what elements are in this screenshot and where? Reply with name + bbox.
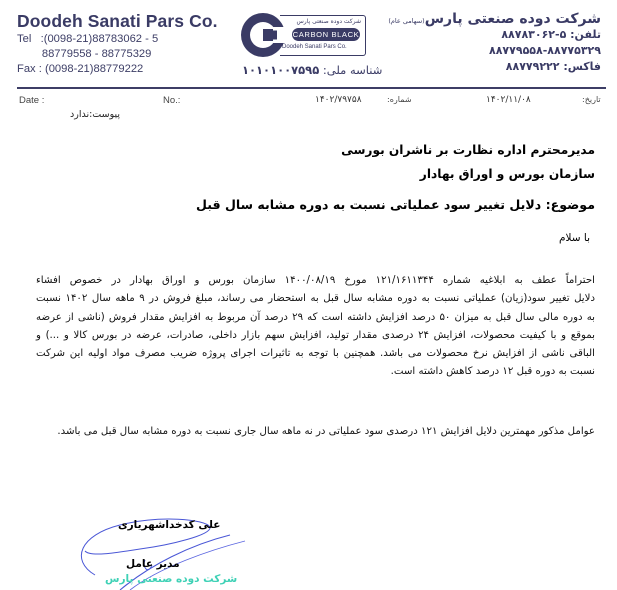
body-line: نسبت به دوره قبل ۱۲ درصد کاهش داشته است. bbox=[390, 366, 595, 378]
logo-company-name-english: Doodeh Sanati Pars Co. bbox=[282, 44, 347, 50]
company-stamp: شرکت دوده صنعتی پارس bbox=[105, 573, 238, 585]
greeting: با سلام bbox=[558, 232, 590, 244]
letterhead-persian bbox=[388, 11, 601, 75]
fax-persian: فاکس: ۸۸۷۷۹۲۲۲ bbox=[505, 60, 601, 73]
company-name-persian-text: شرکت دوده صنعتی پارس bbox=[424, 11, 601, 27]
conclusion-paragraph: عوامل مذکور مهمترین دلایل افزایش ۱۲۱ درصدی سود عملیاتی در نه ماهه سال جاری نسبت به دوره مشابه سال قبل می باشد. bbox=[57, 426, 595, 437]
company-name-persian bbox=[388, 11, 601, 27]
number-label-english: No.: bbox=[163, 95, 181, 106]
national-id-value: ۱۰۱۰۱۰۰۷۵۹۵ bbox=[242, 63, 320, 77]
date-label-persian: تاریخ: bbox=[582, 95, 601, 104]
signatory-title: مدیر عامل bbox=[126, 558, 180, 570]
addressee-line-1: مدیرمحترم اداره نظارت بر ناشران بورسی bbox=[341, 143, 595, 157]
carbon-black-badge: CARBON BLACK bbox=[292, 30, 360, 39]
addressee bbox=[341, 138, 595, 186]
letter-date-value: ۱۴۰۲/۱۱/۰۸ bbox=[486, 95, 531, 105]
company-logo bbox=[240, 12, 366, 58]
national-id bbox=[242, 63, 382, 77]
telephone-persian-2: ۸۸۷۷۹۵۵۸-۸۸۷۷۵۳۲۹ bbox=[489, 44, 601, 57]
addressee-line-2: سازمان بورس و اوراق بهادار bbox=[419, 167, 595, 181]
date-label-english: Date : bbox=[19, 95, 45, 106]
logo-company-name-farsi: شرکت دوده صنعتی پارس bbox=[296, 18, 361, 25]
number-label-persian: شماره: bbox=[387, 95, 412, 104]
telephone-line-1: Tel :(0098-21)88783062 - 5 bbox=[17, 33, 159, 45]
letterhead-english bbox=[17, 11, 218, 77]
logo-frame bbox=[280, 15, 366, 56]
fax-line: Fax : (0098-21)88779222 bbox=[17, 63, 144, 75]
company-type-suffix: (سهامی عام) bbox=[388, 17, 425, 25]
telephone-line-2: 88779558 - 88775329 bbox=[17, 48, 152, 60]
body-line: به دوره مالی سال قبل به میزان ۵۰ درصد افزایش داشته است که ۲۹ درصد آن مربوط به افزایش مقدار فروش (ناشی از عرضه bbox=[36, 311, 595, 323]
signatory-name: علی کدخداشهریاری bbox=[118, 519, 221, 531]
company-name-english: Doodeh Sanati Pars Co. bbox=[17, 11, 218, 31]
body-line: دلایل تغییر سود(زیان) عملیاتی نسبت به دوره مشابه سال قبل به استحضار می رساند، مبلغ فروش در ۹ ماهه سال ۱۴۰۲ نسبت bbox=[36, 293, 595, 305]
letterhead-divider bbox=[17, 87, 606, 89]
letter-subject: موضوع: دلایل تغییر سود عملیاتی نسبت به دوره مشابه سال قبل bbox=[195, 197, 595, 212]
signature-block bbox=[60, 505, 260, 590]
body-paragraph bbox=[36, 272, 595, 382]
letter-number-value: ۱۴۰۲/۷۹۷۵۸ bbox=[315, 95, 362, 105]
body-line: الباقی ناشی از افزایش نرخ محصولات می باشد. همچنین با توجه به تاثیرات اجرای پروژه ضریب مصرف مواد اولیه این شرکت bbox=[36, 348, 595, 360]
body-line: بموقع و با کیفیت محصولات، افزایش ۲۴ درصدی مقدار تولید، افزایش سهم بازار داخلی، صادرات، عرضه در بورس کالا و ...) و bbox=[36, 329, 595, 341]
telephone-persian: تلفن: ۵-۸۸۷۸۳۰۶۲ bbox=[501, 28, 601, 41]
attachment-status: پیوست:ندارد bbox=[70, 109, 120, 120]
body-line: احتراماً عطف به ابلاغیه شماره ۱۲۱/۱۶۱۱۳۴۴ مورخ ۱۴۰۰/۰۸/۱۹ سازمان بورس و اوراق بهادار در خصوص افشاء bbox=[36, 275, 595, 286]
national-id-label: شناسه ملی: bbox=[322, 63, 383, 77]
